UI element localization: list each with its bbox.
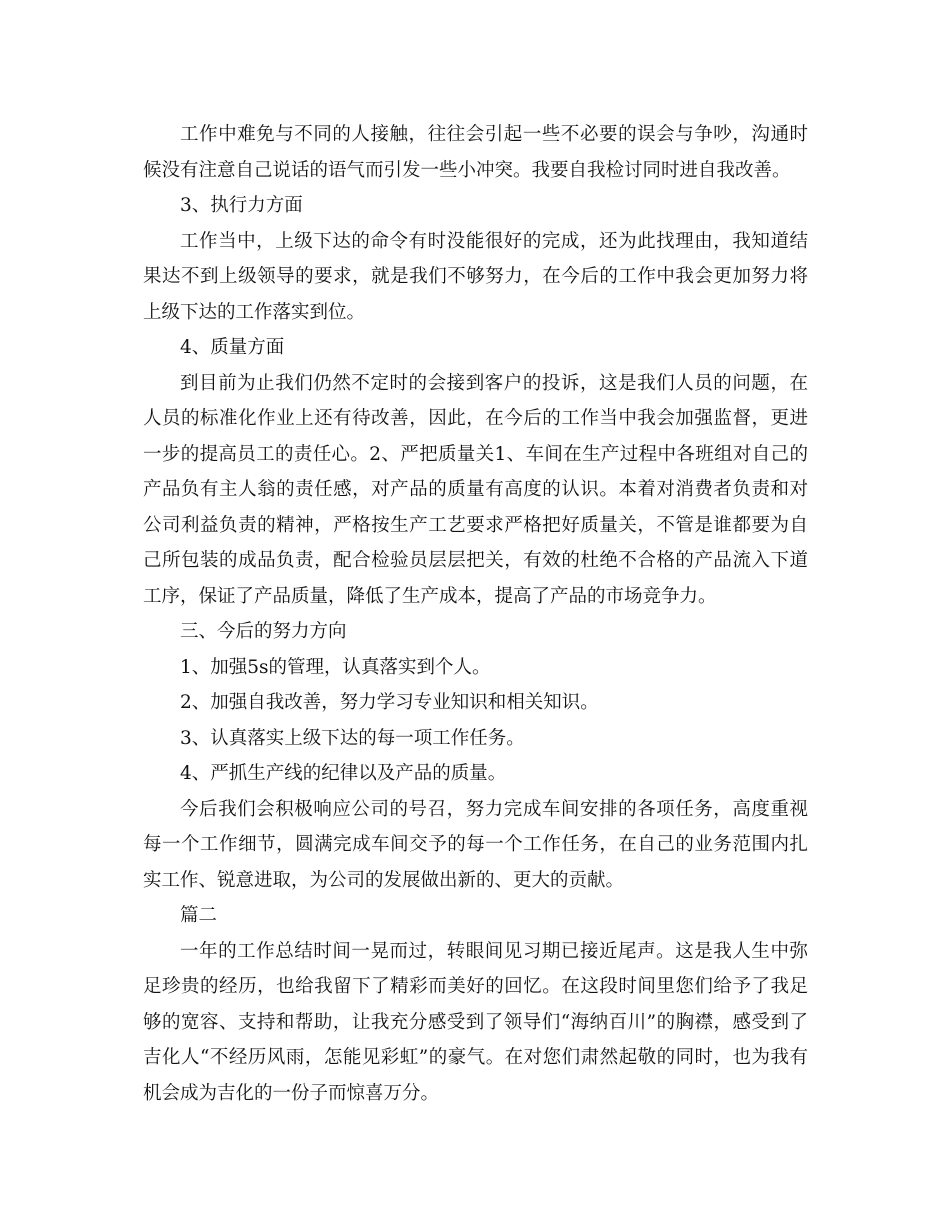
document-body [143, 117, 808, 1111]
paragraph-execution: 工作当中，上级下达的命令有时没能很好的完成，还为此找理由，我知道结果达不到上级领导的要求，就是我们不够努力，在今后的工作中我会更加努力将上级下达的工作落实到位。 [143, 230, 808, 323]
list-item-4: 4、严抓生产线的纪律以及产品的质量。 [180, 763, 507, 784]
list-item-1: 1、加强5s的管理，认真落实到个人。 [180, 656, 491, 678]
paragraph-communication: 工作中难免与不同的人接触，往往会引起一些不必要的误会与争吵，沟通时候没有注意自己说话的语气而引发一些小冲突。我要自我检讨同时进自我改善。 [143, 124, 808, 181]
heading-part-two: 篇二 [180, 905, 218, 926]
paragraph-conclusion: 今后我们会积极响应公司的号召，努力完成车间安排的各项任务，高度重视每一个工作细节，圆满完成车间交予的每一个工作任务，在自己的业务范围内扎实工作、锐意进取，为公司的发展做出新的、更大的贡献。 [143, 798, 808, 891]
list-item-2: 2、加强自我改善，努力学习专业知识和相关知识。 [180, 692, 599, 713]
heading-execution: 3、执行力方面 [180, 195, 303, 216]
heading-quality: 4、质量方面 [180, 337, 285, 358]
paragraph-quality: 到目前为止我们仍然不定时的会接到客户的投诉，这是我们人员的问题，在人员的标准化作业上还有待改善，因此，在今后的工作当中我会加强监督，更进一步的提高员工的责任心。2、严把质量关1、车间在生产过程中各班组对自己的产品负有主人翁的责任感，对产品的质量有高度的认识。本着对消费者负责和对公司利益负责的精神，严格按生产工艺要求严格把好质量关，不管是谁都要为自己所包装的成品负责，配合检验员层层把关，有效的杜绝不合格的产品流入下道工序，保证了产品质量，降低了生产成本，提高了产品的市场竞争力。 [143, 372, 808, 607]
paragraph-part-two: 一年的工作总结时间一晃而过，转眼间见习期已接近尾声。这是我人生中弥足珍贵的经历，也给我留下了精彩而美好的回忆。在这段时间里您们给予了我足够的宽容、支持和帮助，让我充分感受到了领导们“海纳百川”的胸襟，感受到了吉化人“不经历风雨，怎能见彩虹”的豪气。在对您们肃然起敬的同时，也为我有机会成为吉化的一份子而惊喜万分。 [143, 940, 808, 1104]
heading-future-direction: 三、今后的努力方向 [180, 621, 347, 642]
list-item-3: 3、认真落实上级下达的每一项工作任务。 [180, 727, 525, 749]
